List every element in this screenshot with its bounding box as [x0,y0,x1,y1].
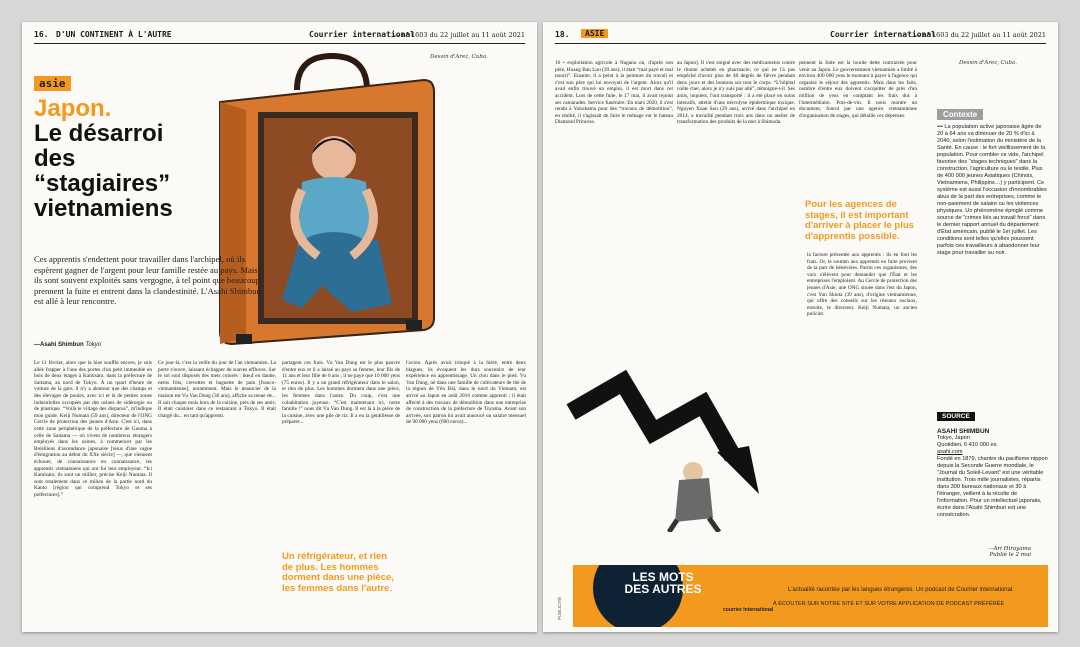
article-column-2 [158,360,276,626]
man-legs [669,518,719,532]
banner-logo: courrier international [723,607,774,613]
publication-name: Courrier international [309,30,415,39]
signature-date: Publié le 2 mai [989,552,1031,558]
figure-head [312,136,356,180]
banner-title: LES MOTS DES AUTRES [624,570,702,596]
ad-label: PUBLICITÉ [557,596,562,620]
column-text: la facture présentée aux apprentis : ils en font les frais. Or, le soutien aux apprentis en fuite provient de la part de bénévoles. Parmi ces organismes, des voix s'élèvent pour demander que l'État et les entreprises l'emploient. Au Cercle de protection des jeunes d'Asie, une ONG située dans l'est du Japon, c'est Yun Shiota (39 ans), d'origine vietnamienne, qui offre des conseils sur les réseaux sociaux, ensuite, le directeur, Keiji Numata, un ancien policier. [807,252,917,318]
suitcase-handle [297,56,367,90]
article-lead: Ces apprentis s'endettent pour travailler dans l'archipel, où ils espèrent gagner de l'argent pour leur famille restée au pays. Mais ils sont souvent exploités sans vergogne, à tel point que beaucoup prennent la fuite et entrent dans la clandestinité. L'Asahi Shimbun est allé à leur rencontre. [34,254,261,306]
banner-cta[interactable]: À ÉCOUTER SUR NOTRE SITE ET SUR VOTRE APPLICATION DE PODCAST PRÉFÉRÉE [773,601,1005,607]
byline-city: Tokyo [85,342,102,348]
man-body [675,478,713,522]
running-head [34,30,525,44]
article-column-2 [677,60,795,380]
suitcase-wheel [236,334,252,344]
falling-arrow-illustration [553,362,813,532]
column-text: 16 • exploitation agricole à Nagano où, d'après son père, Hoang Ban Luu (39 ans), il était “mal payé et mal nourri”. Ensuite, il a peint à la peinture du travail et c'est son père qui lui envoyait de l'argent. Alors qu'il avait enfin trouvé un emploi, il est mort dans cet accident. Lors de cette fuite, le 17 mai, il avait rejoint ses camarades. Service funéraire. En mars 2020, il s'est rendu à Yokohama pour des “travaux de démolition”, en réalité, il s'agissait de faire le ménage sur le bateau Diamond Princess. [555,60,673,126]
source-description: Fondé en 1879, chantre du pacifisme nippon depuis la Seconde Guerre mondiale, le “Journal du Soleil-Levant” est une véritable institution. Trois mille journalistes, répartis dans 300 bureaux nationaux et 30 à l'étranger, veillent à la récolte de l'information. Pour un intellectuel japonais, écrire dans l'Asahi Shimbun est une consécration. [937,456,1048,518]
byline-author: —Asahi Shimbun [34,342,84,348]
source-name: ASAHI SHIMBUN [937,428,990,435]
right-page [543,22,1058,632]
issue-info: — n° 1603 du 22 juillet au 11 août 2021 [392,31,525,39]
source-city: Tokyo, Japon [937,435,970,441]
section-title: D'UN CONTINENT À L'AUTRE [56,30,172,39]
section-title: ASIE [581,29,608,38]
article-column-3 [282,360,400,540]
podcast-banner[interactable] [573,565,1048,627]
publication-name: Courrier international [830,30,936,39]
source-box [937,428,1049,519]
left-page [22,22,537,632]
suitcase-wheel [406,320,422,330]
illustration-credit: Dessin d'Arez, Cuba. [430,54,488,60]
headline-country: Japon. [34,95,112,122]
article-column-1 [555,60,673,380]
source-label: SOURCE [937,412,975,421]
column-text: l'avion. Après avoir trinqué à la bière, entre deux blagues, ils évoquent les durs souvenirs de leur expérience en apprentissage. Un clou dans le pied. Vu Van Dung, né dans une famille de cultivateurs de thé de la région de Yên Bái, dans le nord du Vietnam, est arrivé au Japon en août 2016 comme apprenti ; il était affecté à des travaux de démolition dans une entreprise de construction de la préfecture de Toyama. Avant son arrivée, son patron lui avait annoncé un salaire mensuel de 90 000 yens (690 euros)... [406,360,526,426]
page-number: 16. [34,30,49,39]
running-head [555,30,1046,44]
headline [34,96,199,221]
byline [34,342,101,348]
pull-quote: Un réfrigérateur, et rien de plus. Les hommes dorment dans une pièce, les femmes dans l'autre. [282,551,394,594]
column-text: partagent ces frais. Vu Van Dung est le plus pauvre d'entre eux et il a laissé au pays sa femme, leur fils de 11 ans et leur fille de 6 ans ; il ne paye que 10 000 yens (75 euros). Il y a un grand réfrigérateur dans le salon, et rien de plus. Les hommes dorment dans une pièce, les femmes dans l'autre. Du coup, c'est une cohabitation joyeuse. “C'est maintenant ici, notre famille !” nous dit Vu Van Dung. Il est là à la pièce de la cuisine, avec une pile de riz. Il a eu la gentillesse de préparer... [282,360,400,426]
illustration-credit: Dessin d'Arez, Cuba. [959,60,1017,66]
article-column-1 [34,360,152,626]
banner-tagline: L'actualité racontée par les langues étrangères. Un podcast de Courrier international. [788,587,1014,593]
source-website: asahi.com [937,449,963,455]
zigzag-arrow [571,382,733,457]
column-text: pennent la fuite est la lourde dette contractée pour venir au Japon. Le gouvernement vietnamien a limité à environ 400 000 yens le montant à payer à l'agence qui organise le séjour des apprentis. Mais dans les faits, nombre d'entre eux doivent s'acquitter de près d'un million de yens en comptant les frais dus à l'intermédiaire. Pots-de-vin. Il nous montre un document, fourni par une agence vietnamienne d'organisation de stages, qui détaille ces dépenses. [799,60,917,119]
column-text: au Japon]. Il s'est soigné avec des médicaments contre le rhume achetés en pharmacie, ce qui ne l'a pas empêché d'avoir plus de 40 degrés de fièvre pendant deux jours et des boutons sur tout le corps. “L'hôpital coûte cher, alors je n'y suis pas allé”, témoigne-t-il. Ses amis, inquiets, l'ont transporté : il a été placé en soins intensifs, atteint d'une nécrolyse épidermique toxique. Nguyen Xuan Son (29 ans), arrivé dans l'archipel en 2014, a travaillé pendant trois ans dans un atelier de transformation des produits de la mer à Shimoda. [677,60,795,126]
headline-title: Le désarroi des “stagiaires” vietnamiens [34,120,173,222]
signature-author: —Ari Hirayama [988,546,1031,552]
source-frequency: Quotidien, 6 410 000 ex. [937,442,998,448]
context-label: Contexte [937,109,983,120]
article-column-3b [807,252,917,472]
suitcase-side [220,102,246,344]
article-signature [911,546,1031,558]
context-text: ••• La population active japonaise âgée de 20 à 64 ans va diminuer de 20 % d'ici à 2040, selon l'estimation du ministère de la Santé. En cause : le fort vieillissement de la population. Pour combler ce vide, l'archipel favorise des “stages techniques” dans la construction, l'agriculture ou le textile. Plus de 400 000 jeunes Asiatiques (Chinois, Vietnamiens, Philippins…) y participent. Ce système est aussi l'occasion d'innombrables abus de la part des entreprises, comme le non-paiement de salaire ou les violences physiques. Un phénomène épinglé comme source de “crimes liés au travail forcé” dans le dernier rapport annuel du département d'État américain, publié le 1er juillet. Les conditions sont telles qu'elles poussent parfois ces travailleurs à abandonner leur stage pour travailler au noir. [937,124,1047,256]
column-text: Le 11 février, alors que la bise souffle encore, je suis allée frapper à l'une des portes d'un petit immeuble en bois de deux étages à Kamisato, dans la préfecture de Saitama, au nord de Tokyo. À un quart d'heure de voiture de la gare, il n'y a alentour que des champs et des élevages de poules, avec ici et là de petites zones industrielles occupées par des usines de sidérurgie ou de plastique. “Voilà le village des disparus”, m'indique mon guide, Keiji Numata (59 ans), directeur de l'ONG Cercle de protection des jeunes d'Asie. C'est ici, dans cette zone périphérique de la préfecture de Gunma à celle de Saitama — où vivent de nombreux étrangers employés dans les usines, à commencer par les Brésiliens d'ascendance japonaise [issus d'une vague d'émigration au début du XXe siècle] —, que viennent échouer, de connaissance en connaissance, les apprentis vietnamiens qui ont fui leur employeur. “Ici Kamisato, ils sont un millier, précise Keiji Numata. Il sont totalement dans ce milieu de la partie nord du Kanto [région qui comprend Tokyo et ses préfectures].” [34,360,152,498]
article-column-4 [406,360,526,626]
pull-quote: Pour les agences de stages, il est important d'arriver à placer le plus d'apprentis possible. [805,199,914,242]
arrow-head [717,446,759,494]
issue-info: — n° 1603 du 22 juillet au 11 août 2021 [913,31,1046,39]
page-number: 18. [555,30,570,39]
column-text: Ce jour-là, c'est la veille du jour de l'an vietnamien. La porte s'ouvre, laissant échapper de suaves effluves. Sur le sol sont disposés des mets colorés : bœuf en daube, nems frits, crevettes et baguette de pain [franco-vietnamienne], notamment. Mais le tenancier de la maison est Vu Van Dung (36 ans), affiche sa tenue de... Il sait chaque mois hors de la cuisine, près de ses amis. Il était cuisinier dans ce restaurant à Tokyo. Il était chargé du... en tant qu'apprenti. [158,360,276,419]
rubric-tag: asie [34,76,71,91]
